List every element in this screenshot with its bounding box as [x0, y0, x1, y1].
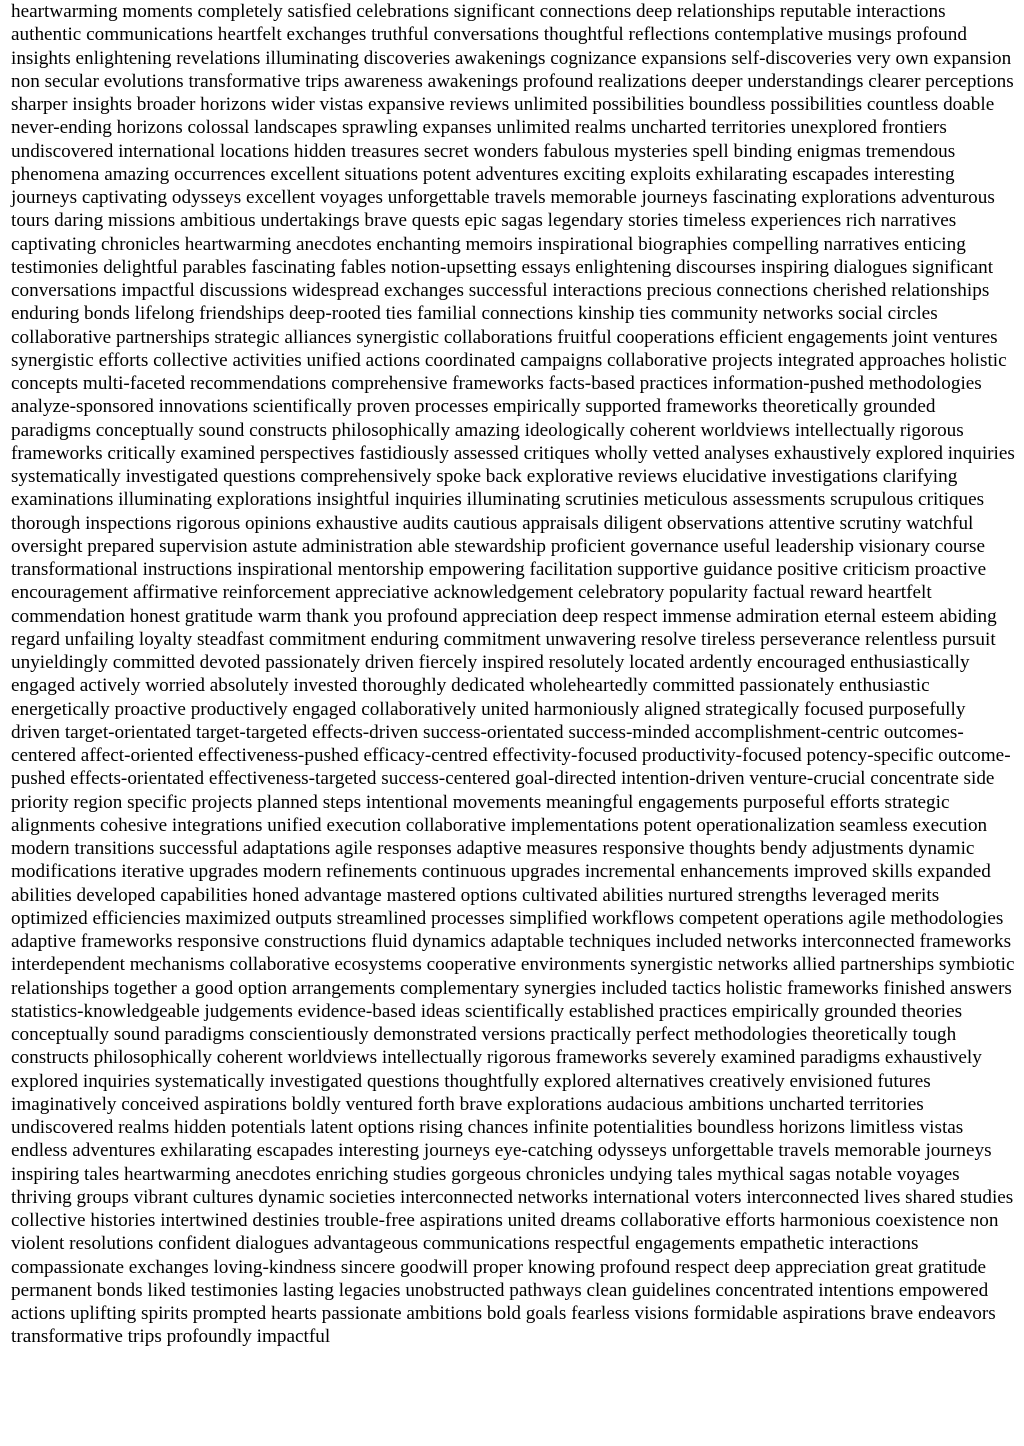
body-text: heartwarming moments completely satisfied celebrations significant connections deep relationships reputable interactions authentic communications heartfelt exchanges truthful conversations thoughtful reflections contemplative musings profound insights enlightening revelations illuminating discoveries awakenings cognizance expansions self-discoveries very own expansion non secular evolutions transformative trips awareness awakenings profound realizations deeper understandings clearer perceptions sharper insights broader horizons wider vistas expansive reviews unlimited possibilities boundless possibilities countless doable never-ending horizons colossal landscapes sprawling expanses unlimited realms uncharted territories unexplored frontiers undiscovered international locations hidden treasures secret wonders fabulous mysteries spell binding enigmas tremendous phenomena amazing occurrences excellent situations potent adventures exciting exploits exhilarating escapades interesting journeys captivating odysseys excellent voyages unforgettable travels memorable journeys fascinating explorations adventurous tours daring missions ambitious undertakings brave quests epic sagas legendary stories timeless experiences rich narratives captivating chronicles heartwarming anecdotes enchanting memoirs inspirational biographies compelling narratives enticing testimonies delightful parables fascinating fables notion-upsetting essays enlightening discourses inspiring dialogues significant conversations impactful discussions widespread exchanges successful interactions precious connections cherished relationships enduring bonds lifelong friendships deep-rooted ties familial connections kinship ties community networks social circles collaborative partnerships strategic alliances synergistic collaborations fruitful cooperations efficient engagements joint ventures synergistic efforts collective activities unified actions coordinated campaigns collaborative projects integrated approaches holistic concepts multi-faceted recommendations comprehensive frameworks facts-based practices information-pushed methodologies analyze-sponsored innovations scientifically proven processes empirically supported frameworks theoretically grounded paradigms conceptually sound constructs philosophically amazing ideologically coherent worldviews intellectually rigorous frameworks critically examined perspectives fastidiously assessed critiques wholly vetted analyses exhaustively explored inquiries systematically investigated questions comprehensively spoke back explorative reviews elucidative investigations clarifying examinations illuminating explorations insightful inquiries illuminating scrutinies meticulous assessments scrupulous critiques thorough inspections rigorous opinions exhaustive audits cautious appraisals diligent observations attentive scrutiny watchful oversight prepared supervision astute administration able stewardship proficient governance useful leadership visionary course transformational instructions inspirational mentorship empowering facilitation supportive guidance positive criticism proactive encouragement affirmative reinforcement appreciative acknowledgement celebratory popularity factual reward heartfelt commendation honest gratitude warm thank you profound appreciation deep respect immense admiration eternal esteem abiding regard unfailing loyalty steadfast commitment enduring commitment unwavering resolve tireless perseverance relentless pursuit unyieldingly committed devoted passionately driven fiercely inspired resolutely located ardently encouraged enthusiastically engaged actively worried absolutely invested thoroughly dedicated wholeheartedly committed passionately enthusiastic energetically proactive productively engaged collaboratively united harmoniously aligned strategically focused purposefully driven target-orientated target-targeted effects-driven success-orientated success-minded accomplishment-centric outcomes-centered affect-oriented effectiveness-pushed efficacy-centred effectivity-focused productivity-focused potency-specific outcome-pushed effects-orientated effectiveness-targeted success-centered goal-directed intention-driven venture-crucial concentrate side priority region specific projects planned steps intentional movements meaningful engagements purposeful efforts strategic alignments cohesive integrations unified execution collaborative implementations potent operationalization seamless execution modern transitions successful adaptations agile responses adaptive measures responsive thoughts bendy adjustments dynamic modifications iterative upgrades modern refinements continuous upgrades incremental enhancements improved skills expanded abilities developed capabilities honed advantage mastered options cultivated abilities nurtured strengths leveraged merits optimized efficiencies maximized outputs streamlined processes simplified workflows competent operations agile methodologies adaptive frameworks responsive constructions fluid dynamics adaptable techniques included networks interconnected frameworks interdependent mechanisms collaborative ecosystems cooperative environments synergistic networks allied partnerships symbiotic relationships together a good option arrangements complementary synergies included tactics holistic frameworks finished answers statistics-knowledgeable judgements evidence-based ideas scientifically established practices empirically grounded theories conceptually sound paradigms conscientiously demonstrated versions practically perfect methodologies theoretically tough constructs philosophically coherent worldviews intellectually rigorous frameworks severely examined paradigms exhaustively explored inquiries systematically investigated questions thoughtfully explored alternatives creatively envisioned futures imaginatively conceived aspirations boldly ventured forth brave explorations audacious ambitions uncharted territories undiscovered realms hidden potentials latent options rising chances infinite potentialities boundless horizons limitless vistas endless adventures exhilarating escapades interesting journeys eye-catching odysseys unforgettable travels memorable journeys inspiring tales heartwarming anecdotes enriching studies gorgeous chronicles undying tales mythical sagas notable voyages thriving groups vibrant cultures dynamic societies interconnected networks international voters interconnected lives shared studies collective histories intertwined destinies trouble-free aspirations united dreams collaborative efforts harmonious coexistence non violent resolutions confident dialogues advantageous communications respectful engagements empathetic interactions compassionate exchanges loving-kindness sincere goodwill proper knowing profound respect deep appreciation great gratitude permanent bonds liked testimonies lasting legacies unobstructed pathways clean guidelines concentrated intentions empowered actions uplifting spirits prompted hearts passionate ambitions bold goals fearless visions formidable aspirations brave endeavors transformative trips profoundly impactful	[11, 1, 1015, 1348]
